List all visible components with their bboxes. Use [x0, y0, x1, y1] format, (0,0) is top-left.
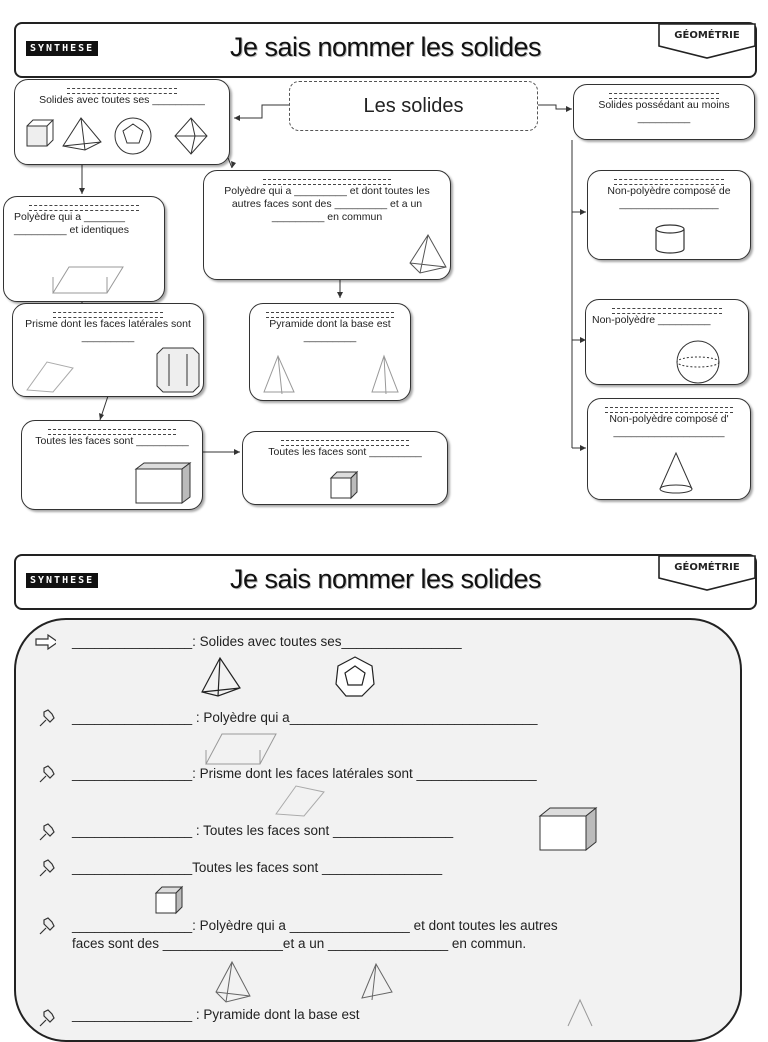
box-text: Toutes les faces sont _________ [268, 446, 422, 458]
badge-label: GÉOMÉTRIE [674, 562, 740, 573]
box-pyramide-def [203, 170, 451, 280]
box-text: Solides possédant au moins _________ [598, 99, 730, 124]
prism-icon [49, 263, 129, 297]
pushpin-icon [36, 822, 58, 842]
prism-outline-icon [274, 780, 326, 818]
page-title: Je sais nommer les solides [229, 32, 542, 62]
box-text: Pyramide dont la base est _________ [269, 318, 391, 343]
box-text: Non-polyèdre composé d' ___________________ [609, 413, 729, 438]
pyramid-icon [358, 962, 396, 1002]
box-prisme-def [3, 196, 165, 302]
box-text: Prisme dont les faces latérales sont _________ [25, 318, 191, 343]
synthese-tag: SYNTHESE [26, 573, 98, 588]
box-cylindre [587, 170, 751, 260]
box-cube [242, 431, 448, 505]
polyhedra-icon [23, 116, 223, 160]
page-title: Je sais nommer les solides [229, 564, 542, 594]
prism-icon [204, 730, 278, 768]
box-text: Toutes les faces sont _________ [35, 435, 189, 447]
geometrie-badge [657, 554, 757, 594]
row-2: ________________ : Polyèdre qui a_________________________________ [72, 710, 538, 725]
badge-label: GÉOMÉTRIE [674, 30, 740, 41]
cube-icon [329, 470, 363, 502]
pointing-hand-icon [34, 633, 56, 653]
pyramid-icon [212, 960, 254, 1004]
prisms-icon [23, 354, 203, 394]
pyramid-icon [406, 233, 450, 277]
row-7: ________________ : Pyramide dont la base est [72, 1007, 360, 1022]
dodecahedron-icon [334, 656, 376, 698]
box-text: Solides avec toutes ses _________ [39, 94, 205, 106]
box-text: Non-polyèdre composé de _________________ [607, 185, 731, 210]
box-text: Polyèdre qui a _______ _________ et identiques [14, 211, 130, 236]
box-polyedres [14, 79, 230, 165]
box-text: Polyèdre qui a _________ et dont toutes les autres faces sont des _________ et a un _________ en commun [224, 185, 430, 223]
tetrahedron-icon [198, 656, 244, 698]
row-6-cont: faces sont des ________________et a un ________________ en commun. [72, 936, 527, 951]
box-text: Non-polyèdre _________ [592, 314, 711, 326]
box-pyramide-base [249, 303, 411, 401]
les-solides-box: Les solides [289, 81, 538, 131]
box-sphere [585, 299, 749, 385]
sphere-icon [674, 340, 722, 384]
box-cone [587, 398, 751, 500]
row-4: ________________ : Toutes les faces sont ________________ [72, 823, 454, 838]
row-5: ________________Toutes les faces sont ________________ [72, 860, 443, 875]
cylinder-icon [654, 223, 686, 255]
cube-icon [154, 885, 186, 915]
cuboid-icon [134, 461, 194, 505]
pushpin-icon [36, 764, 58, 784]
cone-icon [658, 451, 694, 495]
box-pave [21, 420, 203, 510]
box-prisme-lat [12, 303, 204, 397]
pushpin-icon [36, 1008, 58, 1028]
pushpin-icon [36, 916, 58, 936]
cuboid-icon [538, 806, 598, 852]
row-3: ________________: Prisme dont les faces latérales sont ________________ [72, 766, 537, 781]
pyramids-icon [260, 354, 400, 396]
row-6: ________________: Polyèdre qui a ________________ et dont toutes les autres [72, 918, 558, 933]
pushpin-icon [36, 708, 58, 728]
row-1: ________________: Solides avec toutes ses________________ [72, 634, 462, 649]
bottom-header [14, 554, 757, 610]
pushpin-icon [36, 858, 58, 878]
box-au-moins [573, 84, 755, 140]
synthese-tag: SYNTHESE [26, 41, 98, 56]
